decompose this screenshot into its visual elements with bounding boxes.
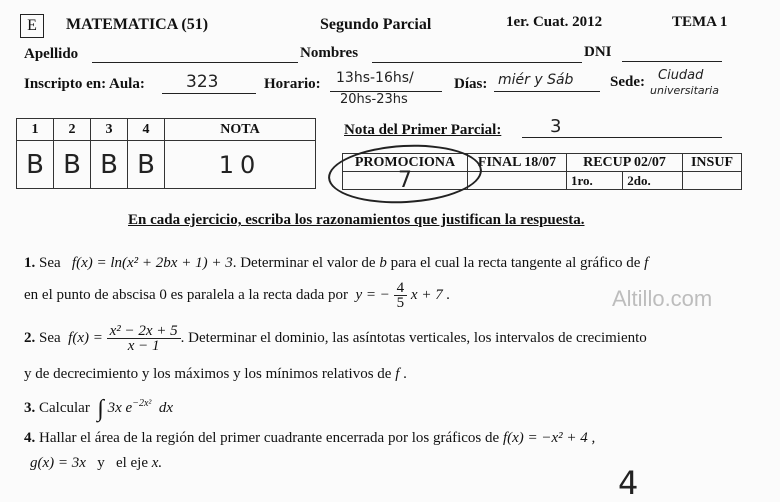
nombres-line	[372, 62, 582, 63]
dni-label: DNI	[584, 44, 612, 60]
apellido-line	[92, 62, 298, 63]
exercise-1-text-1: Sea	[39, 255, 61, 271]
status-recup-1ro: 1ro.	[567, 172, 623, 190]
aula-value: 323	[186, 72, 219, 92]
exercise-2-number: 2.	[24, 329, 36, 346]
dias-label: Días:	[454, 76, 488, 92]
exercise-4-number: 4.	[24, 430, 36, 446]
exercise-4-line-2	[30, 455, 162, 472]
exercise-3-dx: dx	[158, 400, 174, 416]
exercise-2-frac-den: x − 1	[127, 338, 160, 354]
exercise-2-fvar: f	[395, 366, 400, 382]
exercise-2-lhs: f(x) =	[68, 329, 103, 346]
grade-table-value-row	[17, 141, 316, 189]
status-insuf: INSUF	[683, 154, 742, 172]
exam-title: Segundo Parcial	[320, 16, 432, 33]
primer-parcial-line	[522, 137, 722, 138]
sede-value-1: Ciudad	[658, 68, 704, 83]
grade-value-nota: 10	[165, 141, 316, 189]
grade-header-nota: NOTA	[165, 119, 316, 141]
exercise-2-text-4: .	[403, 366, 407, 382]
sede-label: Sede:	[610, 74, 645, 90]
primer-parcial-value: 3	[550, 116, 562, 137]
watermark: Altillo.com	[612, 286, 713, 311]
grade-header-3: 3	[91, 119, 128, 141]
promociona-value: 7	[398, 168, 412, 193]
status-recup: RECUP 02/07	[567, 154, 683, 172]
exercise-1-text-4: en el punto de abscisa 0 es paralela a la recta dada por	[24, 286, 349, 303]
exercise-3-number: 3.	[24, 400, 36, 416]
exercise-1-var-b: b	[379, 255, 387, 271]
exercise-1	[24, 255, 648, 272]
instruction-text: En cada ejercicio, escriba los razonamientos que justifican la respuesta.	[128, 212, 585, 228]
exercise-2	[24, 324, 647, 353]
exercise-4-axis: x.	[151, 455, 163, 471]
exercise-4-f: f(x) = −x² + 4 ,	[502, 430, 596, 446]
status-promociona: PROMOCIONA	[343, 154, 468, 172]
exercise-3-exponent: −2x²	[132, 398, 152, 409]
grade-value-1: B	[17, 141, 54, 189]
exercise-2-text-2: . Determinar el dominio, las asíntotas verticales, los intervalos de crecimiento	[180, 329, 647, 346]
exercise-4-text-3: el eje	[115, 455, 148, 471]
exercise-1-line-lhs: y = −	[355, 286, 390, 303]
exercise-1-fvar: f	[644, 255, 649, 271]
nombres-label: Nombres	[300, 45, 359, 61]
aula-label: Inscripto en: Aula:	[24, 76, 145, 92]
exercise-1-line-2	[24, 281, 450, 310]
grade-header-1: 1	[17, 119, 54, 141]
grade-header-4: 4	[128, 119, 165, 141]
exercise-1-text-3: para el cual la recta tangente al gráfico de	[390, 255, 641, 271]
exercise-2-text-1: Sea	[39, 329, 61, 346]
exercise-1-frac-num: 4	[394, 281, 408, 296]
tema-label: TEMA 1	[672, 14, 728, 30]
apellido-label: Apellido	[24, 46, 79, 62]
grade-value-2: B	[54, 141, 91, 189]
horario-label: Horario:	[264, 76, 321, 92]
corner-mark: 4	[618, 464, 639, 502]
exercise-1-text-2: . Determinar el valor de	[232, 255, 376, 271]
exam-letter-box: E	[20, 14, 44, 38]
exercise-4-text-1: Hallar el área de la región del primer cuadrante encerrada por los gráficos de	[39, 430, 500, 446]
exercise-1-fraction	[394, 281, 408, 310]
dni-line	[622, 61, 722, 62]
grade-value-4: B	[128, 141, 165, 189]
grade-table	[16, 118, 316, 189]
aula-line	[162, 93, 256, 94]
exercise-1-number: 1.	[24, 255, 36, 271]
exercise-3-text-1: Calcular	[39, 400, 90, 416]
exercise-1-line-rhs: x + 7 .	[410, 286, 451, 303]
exercise-2-text-3: y de decrecimiento y los máximos y los mínimos relativos de	[24, 366, 392, 382]
status-final-cell	[468, 172, 567, 190]
exercise-3-integral-sign: ∫	[97, 396, 104, 422]
exercise-2-fraction	[107, 324, 181, 353]
exercise-4-text-2: y	[97, 455, 105, 471]
exercise-1-frac-den: 5	[396, 295, 405, 311]
grade-header-2: 2	[54, 119, 91, 141]
exercise-4	[24, 430, 595, 447]
horario-value-1: 13hs-16hs/	[336, 70, 414, 86]
status-recup-2do: 2do.	[623, 172, 683, 190]
grade-table-header-row	[17, 119, 316, 141]
primer-parcial-label: Nota del Primer Parcial:	[344, 122, 502, 138]
exercise-2-line-2	[24, 366, 407, 383]
course-title: MATEMATICA (51)	[66, 16, 209, 33]
exercise-3	[24, 396, 173, 423]
term-label: 1er. Cuat. 2012	[506, 14, 603, 30]
dias-line	[494, 91, 600, 92]
status-final: FINAL 18/07	[468, 154, 567, 172]
sede-value-2: universitaria	[650, 84, 719, 97]
dias-value: miér y Sáb	[498, 72, 574, 88]
exercise-4-g: g(x) = 3x	[30, 455, 86, 471]
status-insuf-cell	[683, 172, 742, 190]
horario-value-2: 20hs-23hs	[340, 92, 408, 107]
exercise-3-expr: 3x e	[107, 400, 133, 416]
grade-value-3: B	[91, 141, 128, 189]
exercise-2-frac-num: x² − 2x + 5	[107, 324, 181, 339]
exercise-1-formula: f(x) = ln(x² + 2bx + 1) + 3	[71, 255, 233, 271]
